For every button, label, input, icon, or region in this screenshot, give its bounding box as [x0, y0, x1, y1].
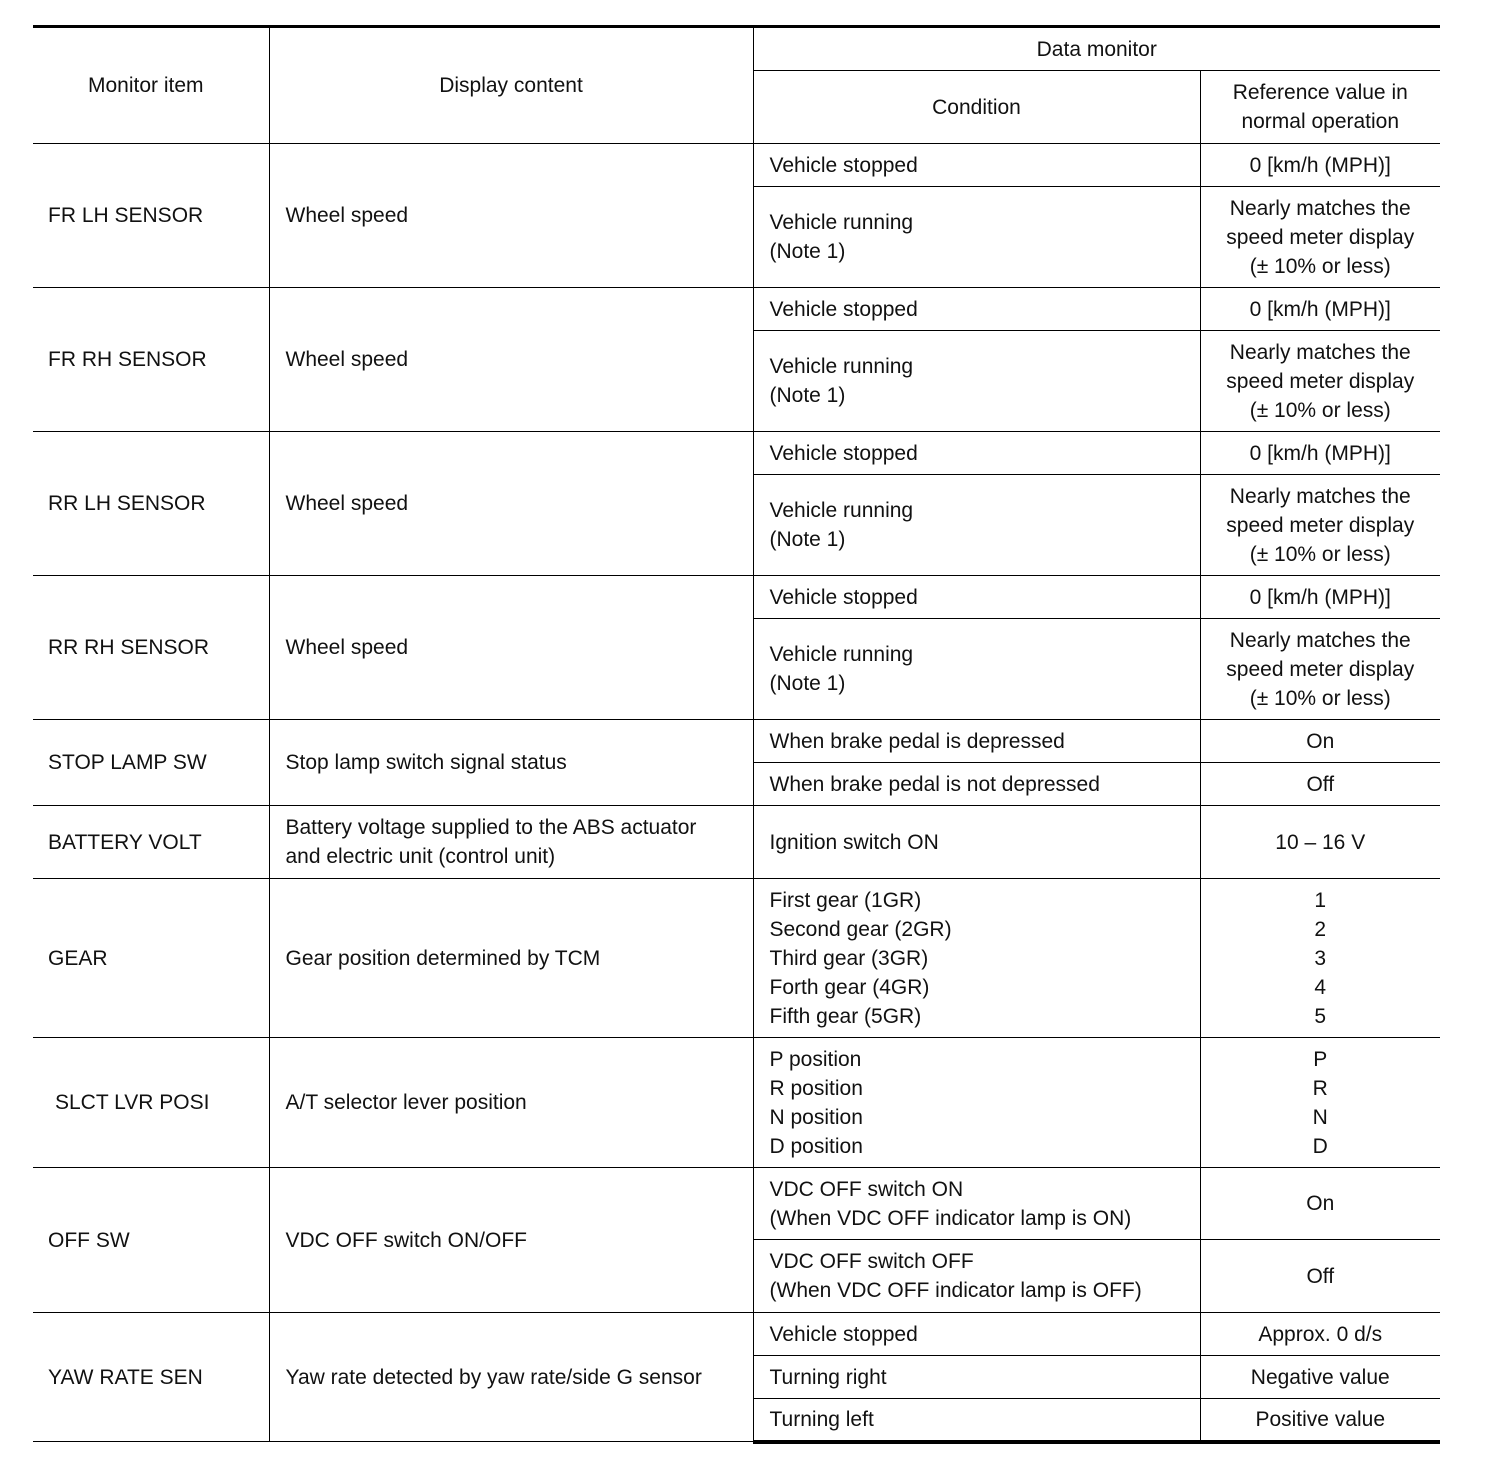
- condition-cell: First gear (1GR) Second gear (2GR) Third gear (3GR) Forth gear (4GR) Fifth gear (5GR): [753, 879, 1200, 1038]
- display-content: Wheel speed: [269, 576, 753, 720]
- reference-value-cell: Off: [1200, 763, 1440, 806]
- monitor-item: RR LH SENSOR: [33, 432, 269, 576]
- header-monitor-item: Monitor item: [33, 27, 269, 144]
- condition-cell: Vehicle stopped: [753, 432, 1200, 475]
- condition-cell: Vehicle running (Note 1): [753, 619, 1200, 720]
- display-content: Wheel speed: [269, 432, 753, 576]
- condition-cell: Vehicle stopped: [753, 1313, 1200, 1356]
- reference-value-cell: 0 [km/h (MPH)]: [1200, 576, 1440, 619]
- reference-value-cell: 0 [km/h (MPH)]: [1200, 432, 1440, 475]
- header-condition: Condition: [753, 71, 1200, 144]
- condition-cell: VDC OFF switch OFF (When VDC OFF indicator lamp is OFF): [753, 1240, 1200, 1313]
- reference-value-cell: 1 2 3 4 5: [1200, 879, 1440, 1038]
- data-monitor-table: [33, 25, 1440, 1444]
- reference-value-cell: Nearly matches the speed meter display (± 10% or less): [1200, 475, 1440, 576]
- reference-value-cell: 0 [km/h (MPH)]: [1200, 288, 1440, 331]
- display-content: Wheel speed: [269, 288, 753, 432]
- condition-cell: When brake pedal is not depressed: [753, 763, 1200, 806]
- header-display-content: Display content: [269, 27, 753, 144]
- reference-value-cell: P R N D: [1200, 1038, 1440, 1168]
- condition-cell: Ignition switch ON: [753, 806, 1200, 879]
- reference-value-cell: Positive value: [1200, 1399, 1440, 1442]
- display-content: Battery voltage supplied to the ABS actuator and electric unit (control unit): [269, 806, 753, 879]
- monitor-item: OFF SW: [33, 1168, 269, 1313]
- monitor-item: RR RH SENSOR: [33, 576, 269, 720]
- display-content: Yaw rate detected by yaw rate/side G sensor: [269, 1313, 753, 1442]
- reference-value-cell: Approx. 0 d/s: [1200, 1313, 1440, 1356]
- reference-value-cell: 0 [km/h (MPH)]: [1200, 144, 1440, 187]
- condition-cell: VDC OFF switch ON (When VDC OFF indicator lamp is ON): [753, 1168, 1200, 1240]
- monitor-item: SLCT LVR POSI: [33, 1038, 269, 1168]
- condition-cell: Vehicle stopped: [753, 144, 1200, 187]
- condition-cell: Vehicle running (Note 1): [753, 475, 1200, 576]
- condition-cell: Vehicle running (Note 1): [753, 331, 1200, 432]
- header-reference-value: Reference value in normal operation: [1200, 71, 1440, 144]
- monitor-item: GEAR: [33, 879, 269, 1038]
- condition-cell: Vehicle stopped: [753, 288, 1200, 331]
- condition-cell: Vehicle running (Note 1): [753, 187, 1200, 288]
- reference-value-cell: Off: [1200, 1240, 1440, 1313]
- monitor-item: FR LH SENSOR: [33, 144, 269, 288]
- reference-value-cell: Nearly matches the speed meter display (± 10% or less): [1200, 331, 1440, 432]
- reference-value-cell: Nearly matches the speed meter display (± 10% or less): [1200, 619, 1440, 720]
- display-content: Stop lamp switch signal status: [269, 720, 753, 806]
- reference-value-cell: On: [1200, 1168, 1440, 1240]
- condition-cell: P position R position N position D position: [753, 1038, 1200, 1168]
- display-content: Wheel speed: [269, 144, 753, 288]
- monitor-item: BATTERY VOLT: [33, 806, 269, 879]
- monitor-item: FR RH SENSOR: [33, 288, 269, 432]
- condition-cell: Turning left: [753, 1399, 1200, 1442]
- display-content: A/T selector lever position: [269, 1038, 753, 1168]
- reference-value-cell: On: [1200, 720, 1440, 763]
- header-data-monitor: Data monitor: [753, 27, 1440, 71]
- condition-cell: When brake pedal is depressed: [753, 720, 1200, 763]
- condition-cell: Vehicle stopped: [753, 576, 1200, 619]
- reference-value-cell: Nearly matches the speed meter display (± 10% or less): [1200, 187, 1440, 288]
- condition-cell: Turning right: [753, 1356, 1200, 1399]
- display-content: VDC OFF switch ON/OFF: [269, 1168, 753, 1313]
- monitor-item: STOP LAMP SW: [33, 720, 269, 806]
- reference-value-cell: Negative value: [1200, 1356, 1440, 1399]
- display-content: Gear position determined by TCM: [269, 879, 753, 1038]
- monitor-item: YAW RATE SEN: [33, 1313, 269, 1442]
- reference-value-cell: 10 – 16 V: [1200, 806, 1440, 879]
